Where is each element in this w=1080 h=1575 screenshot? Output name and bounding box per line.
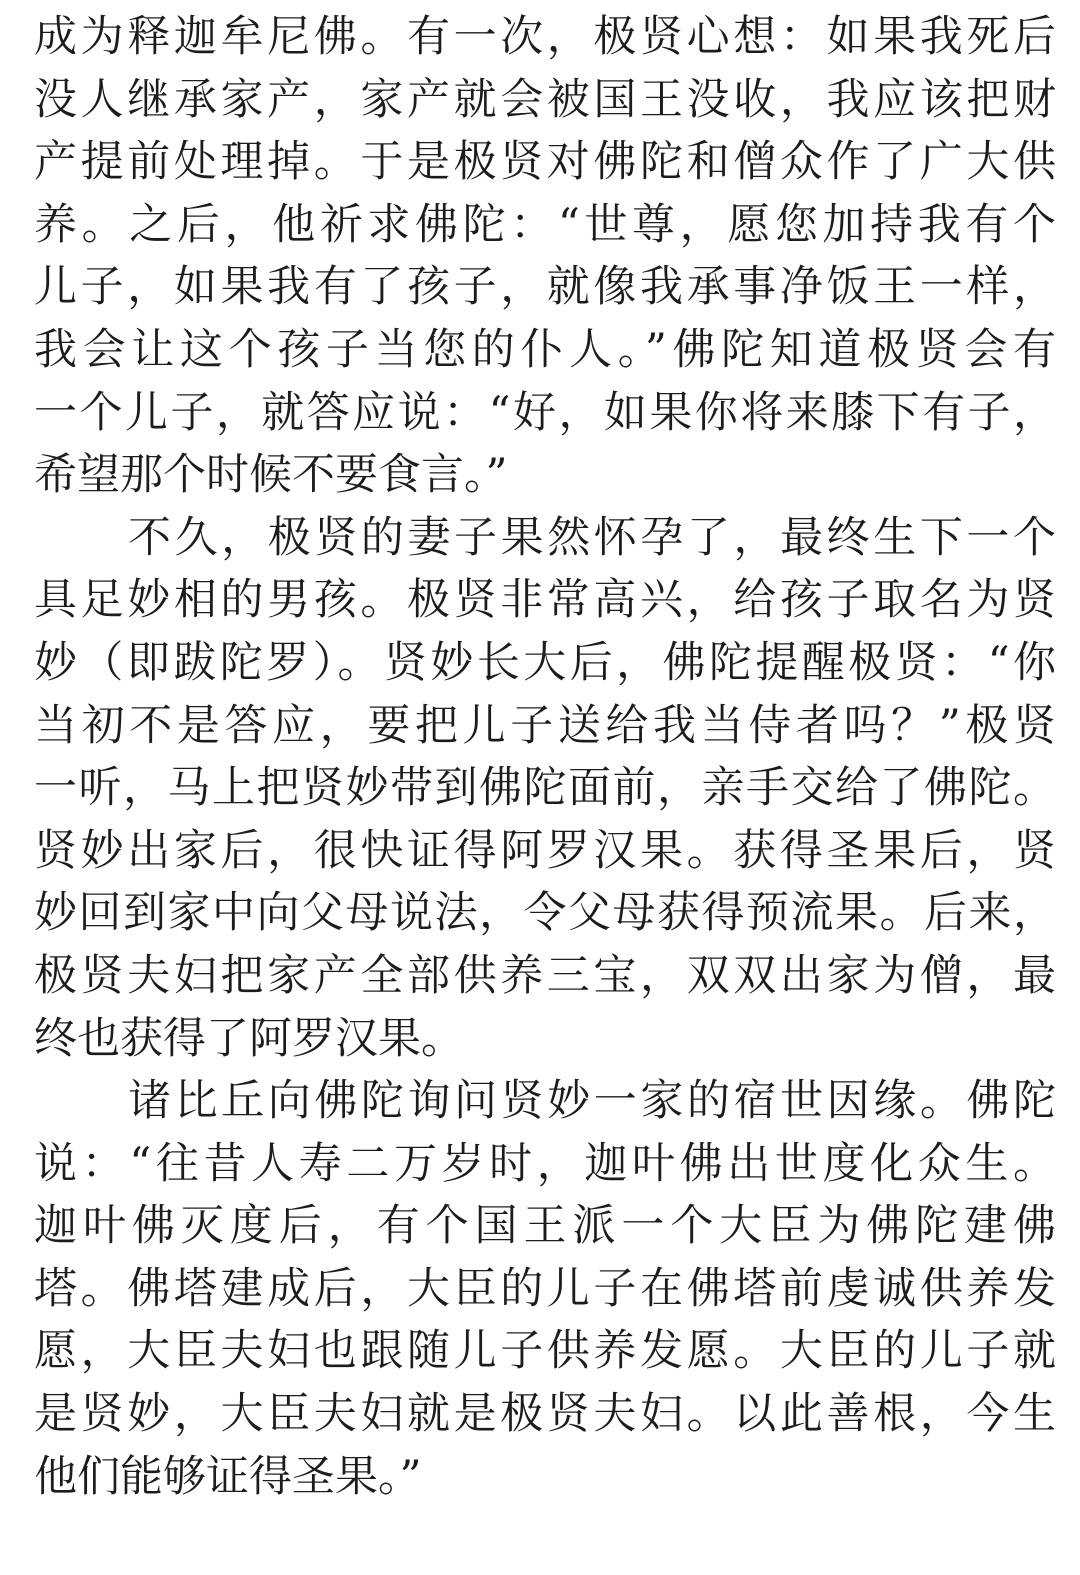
text-line: 塔。佛塔建成后，大臣的儿子在佛塔前虔诚供养发 — [34, 1263, 1056, 1314]
text-line: 成为释迦牟尼佛。有一次，极贤心想：如果我死后 — [34, 12, 1056, 62]
text-line: 一个儿子，就答应说：“好，如果你将来膝下有子， — [34, 387, 1056, 438]
text-line: 当初不是答应，要把儿子送给我当侍者吗？”极贤 — [34, 700, 1056, 751]
text-line: 说：“往昔人寿二万岁时，迦叶佛出世度化众生。 — [34, 1138, 1056, 1189]
paragraph-2 — [34, 507, 1056, 1070]
text-line: 产提前处理掉。于是极贤对佛陀和僧众作了广大供 — [34, 137, 1056, 188]
text-line: 迦叶佛灭度后，有个国王派一个大臣为佛陀建佛 — [34, 1201, 1056, 1252]
text-line: 极贤夫妇把家产全部供养三宝，双双出家为僧，最 — [34, 950, 1056, 1001]
text-line: 我会让这个孩子当您的仆人。”佛陀知道极贤会有 — [34, 324, 1056, 375]
text-line: 是贤妙，大臣夫妇就是极贤夫妇。以此善根，今生 — [34, 1389, 1056, 1440]
text-line: 他们能够证得圣果。” — [34, 1451, 422, 1502]
text-line: 具足妙相的男孩。极贤非常高兴，给孩子取名为贤 — [34, 575, 1056, 626]
text-line: 愿，大臣夫妇也跟随儿子供养发愿。大臣的儿子就 — [34, 1326, 1056, 1377]
text-line: 没人继承家产，家产就会被国王没收，我应该把财 — [34, 74, 1056, 125]
text-line: 希望那个时候不要食言。” — [34, 450, 508, 501]
text-line: 儿子，如果我有了孩子，就像我承事净饭王一样， — [34, 262, 1056, 313]
text-line: 一听，马上把贤妙带到佛陀面前，亲手交给了佛陀。 — [34, 763, 1056, 814]
text-line: 贤妙出家后，很快证得阿罗汉果。获得圣果后，贤 — [34, 825, 1056, 876]
text-line: 终也获得了阿罗汉果。 — [34, 1013, 464, 1064]
text-line: 养。之后，他祈求佛陀：“世尊，愿您加持我有个 — [34, 199, 1056, 250]
text-line: 妙（即跋陀罗）。贤妙长大后，佛陀提醒极贤：“你 — [34, 637, 1056, 688]
text-column — [34, 6, 1056, 1508]
text-line: 妙回到家中向父母说法，令父母获得预流果。后来， — [34, 888, 1056, 939]
text-line: 不久，极贤的妻子果然怀孕了，最终生下一个 — [128, 512, 1056, 563]
paragraph-3 — [34, 1070, 1056, 1508]
paragraph-1 — [34, 6, 1056, 507]
text-line: 诸比丘向佛陀询问贤妙一家的宿世因缘。佛陀 — [128, 1076, 1056, 1127]
